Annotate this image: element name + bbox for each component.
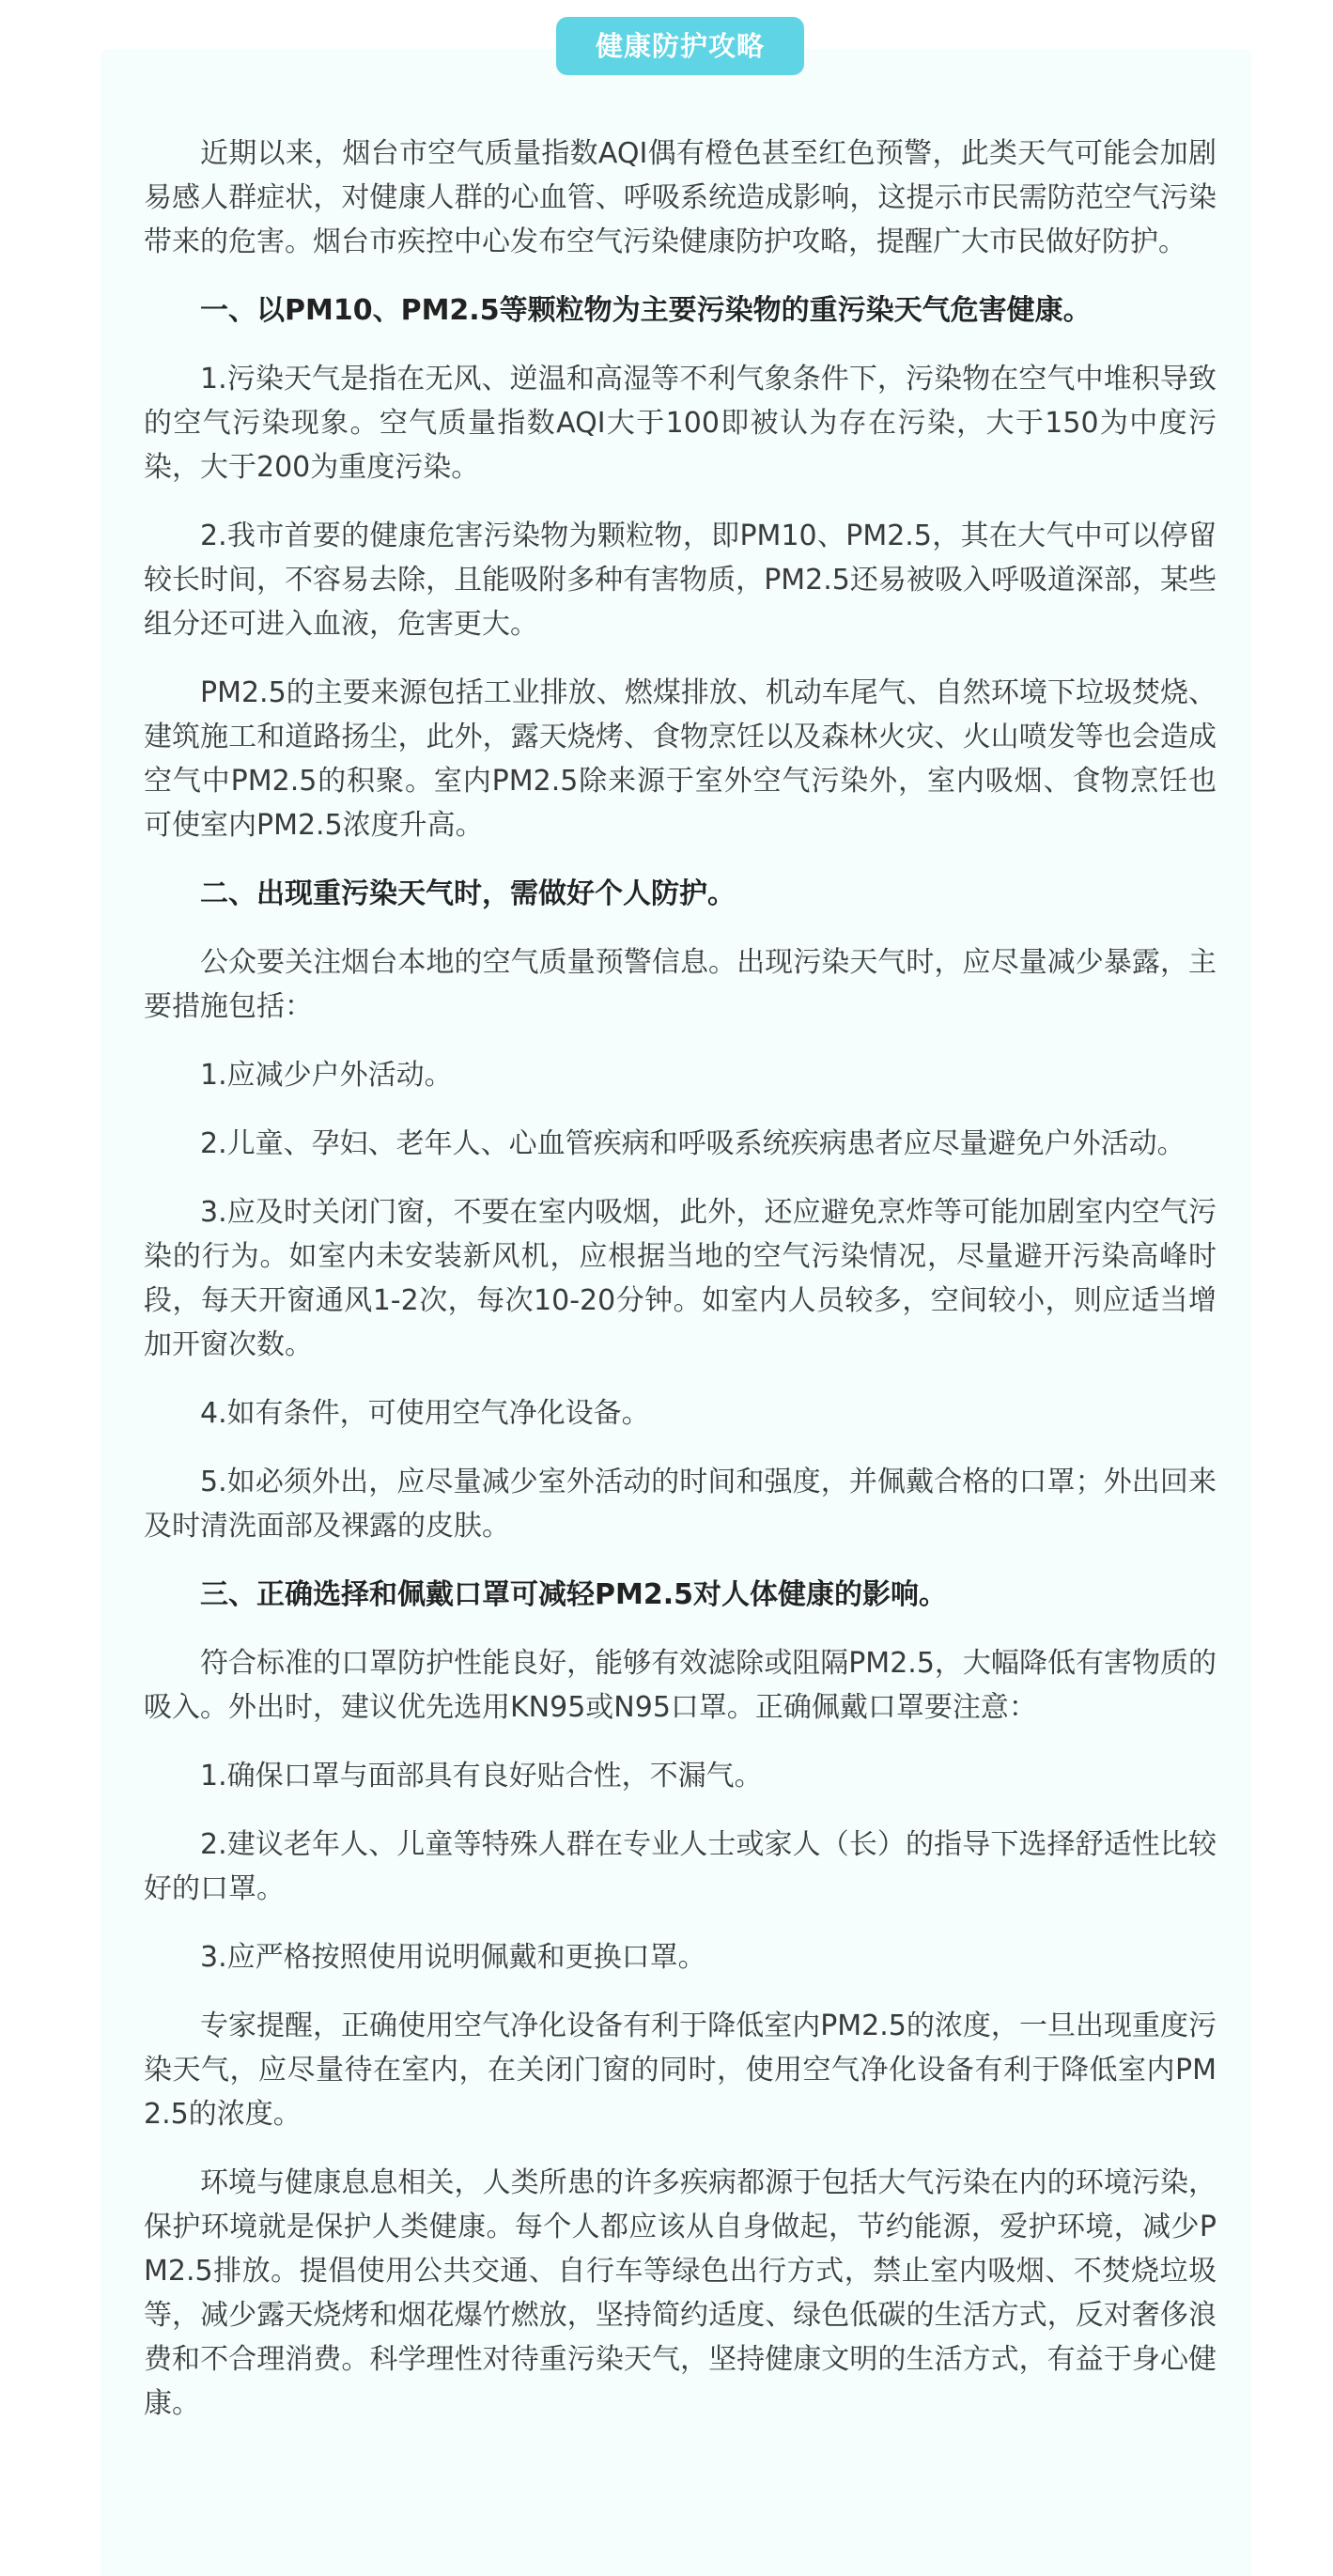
paragraph: PM2.5的主要来源包括工业排放、燃煤排放、机动车尾气、自然环境下垃圾焚烧、建筑施工和道路扬尘，此外，露天烧烤、食物烹饪以及森林火灾、火山喷发等也会造成空气中PM2.5的积聚。室内PM2.5除来源于室外空气污染外，室内吸烟、食物烹饪也可使室内PM2.5浓度升高。 [144, 676, 1217, 842]
title-badge: 健康防护攻略 [556, 17, 804, 75]
paragraph: 2.儿童、孕妇、老年人、心血管疾病和呼吸系统疾病患者应尽量避免户外活动。 [200, 1127, 1186, 1160]
paragraph: 1.应减少户外活动。 [200, 1059, 453, 1092]
section-heading: 一、以PM10、PM2.5等颗粒物为主要污染物的重污染天气危害健康。 [200, 294, 1092, 327]
section-heading: 三、正确选择和佩戴口罩可减轻PM2.5对人体健康的影响。 [200, 1578, 947, 1611]
paragraph: 1.污染天气是指在无风、逆温和高湿等不利气象条件下，污染物在空气中堆积导致的空气污染现象。空气质量指数AQI大于100即被认为存在污染，大于150为中度污染，大于200为重度污染。 [144, 363, 1217, 484]
paragraph: 1.确保口罩与面部具有良好贴合性，不漏气。 [200, 1760, 763, 1792]
section-heading: 二、出现重污染天气时，需做好个人防护。 [200, 877, 736, 910]
paragraph: 近期以来，烟台市空气质量指数AQI偶有橙色甚至红色预警，此类天气可能会加剧易感人群症状，对健康人群的心血管、呼吸系统造成影响，这提示市民需防范空气污染带来的危害。烟台市疾控中心发布空气污染健康防护攻略，提醒广大市民做好防护。 [144, 137, 1217, 258]
paragraph: 公众要关注烟台本地的空气质量预警信息。出现污染天气时，应尽量减少暴露，主要措施包括： [144, 946, 1217, 1023]
paragraph: 2.建议老年人、儿童等特殊人群在专业人士或家人（长）的指导下选择舒适性比较好的口罩。 [144, 1828, 1217, 1905]
paragraph: 5.如必须外出，应尽量减少室外活动的时间和强度，并佩戴合格的口罩；外出回来及时清洗面部及裸露的皮肤。 [144, 1466, 1217, 1543]
paragraph: 符合标准的口罩防护性能良好，能够有效滤除或阻隔PM2.5，大幅降低有害物质的吸入。外出时，建议优先选用KN95或N95口罩。正确佩戴口罩要注意： [144, 1647, 1217, 1724]
paragraph: 4.如有条件，可使用空气净化设备。 [200, 1397, 650, 1430]
paragraph: 3.应严格按照使用说明佩戴和更换口罩。 [200, 1941, 706, 1974]
paragraph: 专家提醒，正确使用空气净化设备有利于降低室内PM2.5的浓度，一旦出现重度污染天气，应尽量待在室内，在关闭门窗的同时，使用空气净化设备有利于降低室内PM2.5的浓度。 [144, 2010, 1217, 2131]
paragraph: 环境与健康息息相关，人类所患的许多疾病都源于包括大气污染在内的环境污染，保护环境就是保护人类健康。每个人都应该从自身做起，节约能源，爱护环境，减少PM2.5排放。提倡使用公共交通、自行车等绿色出行方式，禁止室内吸烟、不焚烧垃圾等，减少露天烧烤和烟花爆竹燃放，坚持简约适度、绿色低碳的生活方式，反对奢侈浪费和不合理消费。科学理性对待重污染天气，坚持健康文明的生活方式，有益于身心健康。 [144, 2166, 1217, 2420]
article-content [144, 132, 1217, 2450]
paragraph: 2.我市首要的健康危害污染物为颗粒物，即PM10、PM2.5，其在大气中可以停留较长时间，不容易去除，且能吸附多种有害物质，PM2.5还易被吸入呼吸道深部，某些组分还可进入血液，危害更大。 [144, 520, 1217, 641]
paragraph: 3.应及时关闭门窗，不要在室内吸烟，此外，还应避免烹炸等可能加剧室内空气污染的行为。如室内未安装新风机，应根据当地的空气污染情况，尽量避开污染高峰时段，每天开窗通风1-2次，每次10-20分钟。如室内人员较多，空间较小，则应适当增加开窗次数。 [144, 1196, 1217, 1361]
